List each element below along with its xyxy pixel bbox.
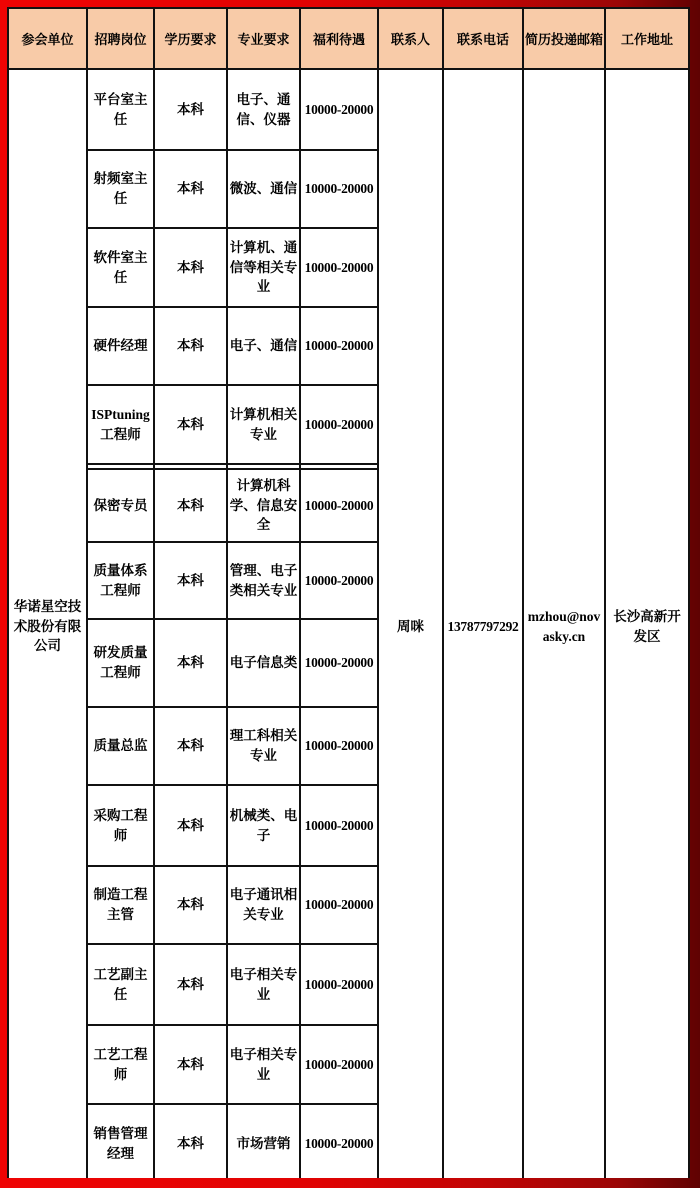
education-cell: 本科 xyxy=(154,785,227,866)
company-cell: 华诺星空技术股份有限公司 xyxy=(8,69,87,1178)
education-cell: 本科 xyxy=(154,707,227,785)
header-major: 专业要求 xyxy=(227,8,300,69)
major-cell: 计算机、通信等相关专业 xyxy=(227,228,300,307)
salary-cell: 10000-20000 xyxy=(300,1025,378,1104)
education-cell: 本科 xyxy=(154,1104,227,1178)
header-education: 学历要求 xyxy=(154,8,227,69)
major-cell: 电子相关专业 xyxy=(227,944,300,1025)
position-cell: 工艺副主任 xyxy=(87,944,154,1025)
position-cell: 质量总监 xyxy=(87,707,154,785)
position-cell: 质量体系工程师 xyxy=(87,542,154,619)
salary-cell: 10000-20000 xyxy=(300,307,378,385)
major-cell: 理工科相关专业 xyxy=(227,707,300,785)
major-cell: 微波、通信 xyxy=(227,150,300,228)
education-cell: 本科 xyxy=(154,150,227,228)
major-cell: 机械类、电子 xyxy=(227,785,300,866)
major-cell: 管理、电子类相关专业 xyxy=(227,542,300,619)
table-row xyxy=(8,69,689,150)
header-salary: 福利待遇 xyxy=(300,8,378,69)
major-cell: 电子、通信、仪器 xyxy=(227,69,300,150)
contact-phone-cell: 13787797292 xyxy=(443,69,523,1178)
position-cell: 保密专员 xyxy=(87,469,154,542)
contact-person-cell: 周咪 xyxy=(378,69,443,1178)
education-cell: 本科 xyxy=(154,385,227,464)
salary-cell: 10000-20000 xyxy=(300,228,378,307)
salary-cell: 10000-20000 xyxy=(300,785,378,866)
major-cell: 计算机相关专业 xyxy=(227,385,300,464)
education-cell: 本科 xyxy=(154,542,227,619)
header-position: 招聘岗位 xyxy=(87,8,154,69)
major-cell: 电子通讯相关专业 xyxy=(227,866,300,944)
header-contact-phone: 联系电话 xyxy=(443,8,523,69)
education-cell: 本科 xyxy=(154,69,227,150)
salary-cell: 10000-20000 xyxy=(300,1104,378,1178)
position-cell: 软件室主任 xyxy=(87,228,154,307)
position-cell: 工艺工程师 xyxy=(87,1025,154,1104)
education-cell: 本科 xyxy=(154,944,227,1025)
position-cell: 销售管理经理 xyxy=(87,1104,154,1178)
header-row xyxy=(8,8,689,69)
education-cell: 本科 xyxy=(154,228,227,307)
header-contact-person: 联系人 xyxy=(378,8,443,69)
position-cell: 平台室主任 xyxy=(87,69,154,150)
salary-cell: 10000-20000 xyxy=(300,944,378,1025)
salary-cell: 10000-20000 xyxy=(300,150,378,228)
position-cell: 研发质量工程师 xyxy=(87,619,154,707)
salary-cell: 10000-20000 xyxy=(300,707,378,785)
salary-cell: 10000-20000 xyxy=(300,619,378,707)
work-address-cell: 长沙高新开发区 xyxy=(605,69,689,1178)
major-cell: 电子、通信 xyxy=(227,307,300,385)
major-cell: 市场营销 xyxy=(227,1104,300,1178)
salary-cell: 10000-20000 xyxy=(300,542,378,619)
position-cell: 采购工程师 xyxy=(87,785,154,866)
header-resume-email: 简历投递邮箱 xyxy=(523,8,605,69)
salary-cell: 10000-20000 xyxy=(300,385,378,464)
education-cell: 本科 xyxy=(154,469,227,542)
major-cell: 电子相关专业 xyxy=(227,1025,300,1104)
position-cell: 制造工程主管 xyxy=(87,866,154,944)
education-cell: 本科 xyxy=(154,619,227,707)
job-table xyxy=(7,7,690,1178)
position-cell: 硬件经理 xyxy=(87,307,154,385)
contact-email-cell: mzhou@novasky.cn xyxy=(523,69,605,1178)
education-cell: 本科 xyxy=(154,866,227,944)
table-container xyxy=(7,7,690,1178)
salary-cell: 10000-20000 xyxy=(300,69,378,150)
salary-cell: 10000-20000 xyxy=(300,866,378,944)
position-cell: 射频室主任 xyxy=(87,150,154,228)
header-participating-unit: 参会单位 xyxy=(8,8,87,69)
major-cell: 计算机科学、信息安全 xyxy=(227,469,300,542)
education-cell: 本科 xyxy=(154,1025,227,1104)
salary-cell: 10000-20000 xyxy=(300,469,378,542)
header-work-address: 工作地址 xyxy=(605,8,689,69)
major-cell: 电子信息类 xyxy=(227,619,300,707)
education-cell: 本科 xyxy=(154,307,227,385)
position-cell: ISPtuning工程师 xyxy=(87,385,154,464)
